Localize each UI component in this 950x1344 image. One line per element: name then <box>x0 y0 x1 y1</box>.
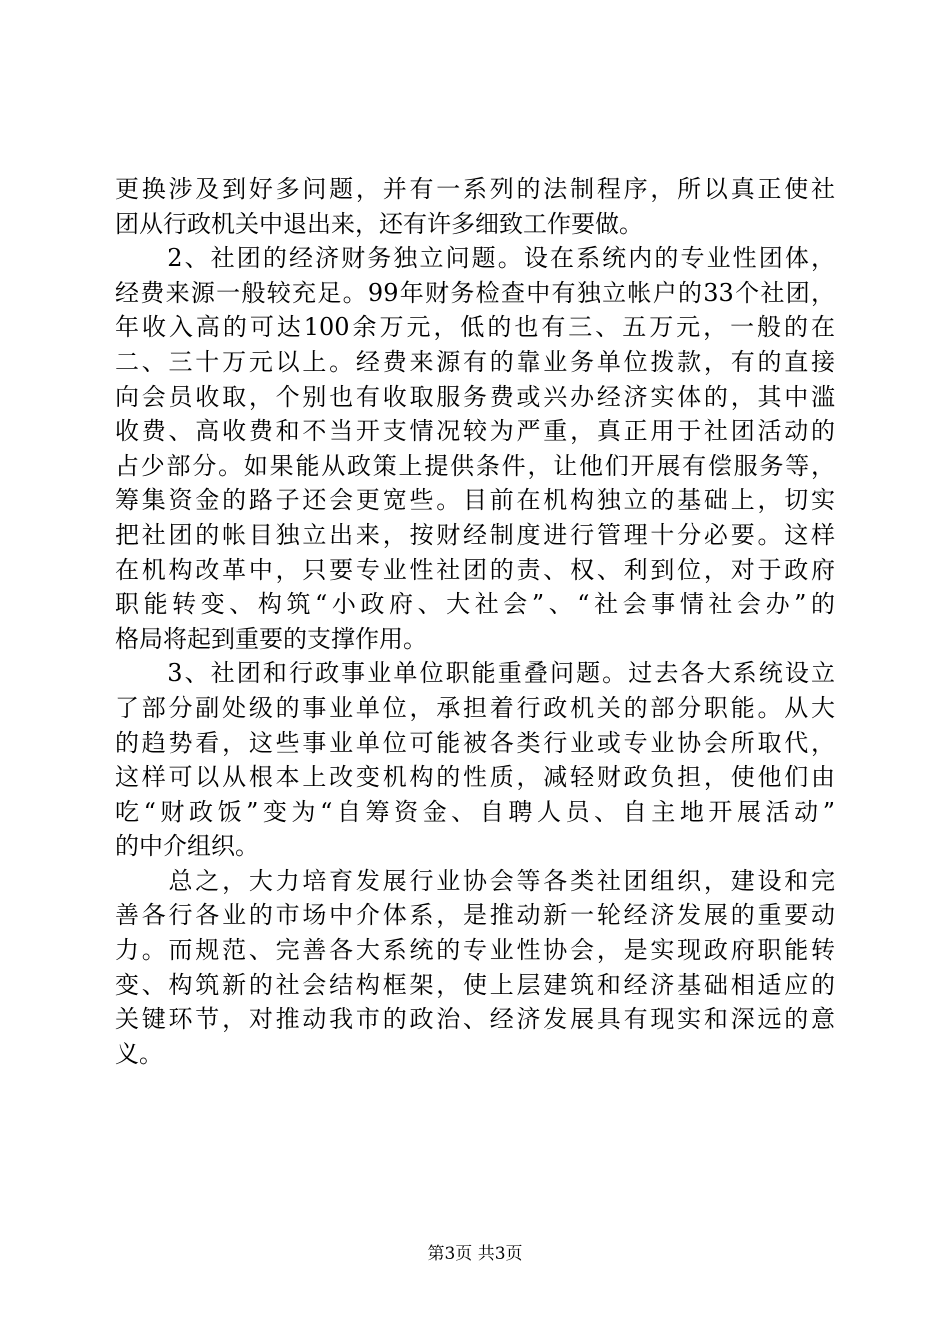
text-line: 吃“财政饭”变为“自筹资金、自聘人员、自主地开展活动” <box>115 797 835 826</box>
text-line: 年收入高的可达100余万元，低的也有三、五万元，一般的在 <box>115 313 835 342</box>
text-line: 收费、高收费和不当开支情况较为严重，真正用于社团活动的 <box>115 417 835 446</box>
text-line: 团从行政机关中退出来，还有许多细致工作要做。 <box>115 209 643 238</box>
body-text <box>115 172 835 1071</box>
text-line: 把社团的帐目独立出来，按财经制度进行管理十分必要。这样 <box>115 520 835 549</box>
text-line: 变、构筑新的社会结构框架，使上层建筑和经济基础相适应的 <box>115 970 835 999</box>
text-line: 善各行各业的市场中介体系，是推动新一轮经济发展的重要动 <box>115 901 835 930</box>
text-line: 了部分副处级的事业单位，承担着行政机关的部分职能。从大 <box>115 693 835 722</box>
text-line: 的中介组织。 <box>115 832 259 861</box>
page-footer: 第3页 共3页 <box>427 1244 523 1264</box>
text-line: 这样可以从根本上改变机构的性质，减轻财政负担，使他们由 <box>115 763 835 792</box>
text-line: 2、社团的经济财务独立问题。设在系统内的专业性团体， <box>115 244 835 273</box>
text-line: 向会员收取，个别也有收取服务费或兴办经济实体的，其中滥 <box>115 382 835 411</box>
text-line: 职能转变、构筑“小政府、大社会”、“社会事情社会办”的 <box>115 590 835 619</box>
text-line: 3、社团和行政事业单位职能重叠问题。过去各大系统设立 <box>115 659 835 688</box>
text-line: 在机构改革中，只要专业性社团的责、权、利到位，对于政府 <box>115 555 835 584</box>
text-line: 义。 <box>115 1039 163 1068</box>
text-line: 二、三十万元以上。经费来源有的靠业务单位拨款，有的直接 <box>115 347 835 376</box>
text-line: 更换涉及到好多问题，并有一系列的法制程序，所以真正使社 <box>115 175 835 203</box>
text-line: 格局将起到重要的支撑作用。 <box>115 624 427 653</box>
text-line: 筹集资金的路子还会更宽些。目前在机构独立的基础上，切实 <box>115 486 835 515</box>
text-line: 关键环节，对推动我市的政治、经济发展具有现实和深远的意 <box>115 1005 835 1034</box>
text-line: 总之，大力培育发展行业协会等各类社团组织，建设和完 <box>115 866 835 895</box>
text-line: 经费来源一般较充足。99年财务检查中有独立帐户的33个社团， <box>115 278 835 307</box>
text-line: 占少部分。如果能从政策上提供条件，让他们开展有偿服务等， <box>115 451 835 480</box>
text-line: 的趋势看，这些事业单位可能被各类行业或专业协会所取代， <box>115 728 835 757</box>
text-line: 力。而规范、完善各大系统的专业性协会，是实现政府职能转 <box>115 936 835 965</box>
